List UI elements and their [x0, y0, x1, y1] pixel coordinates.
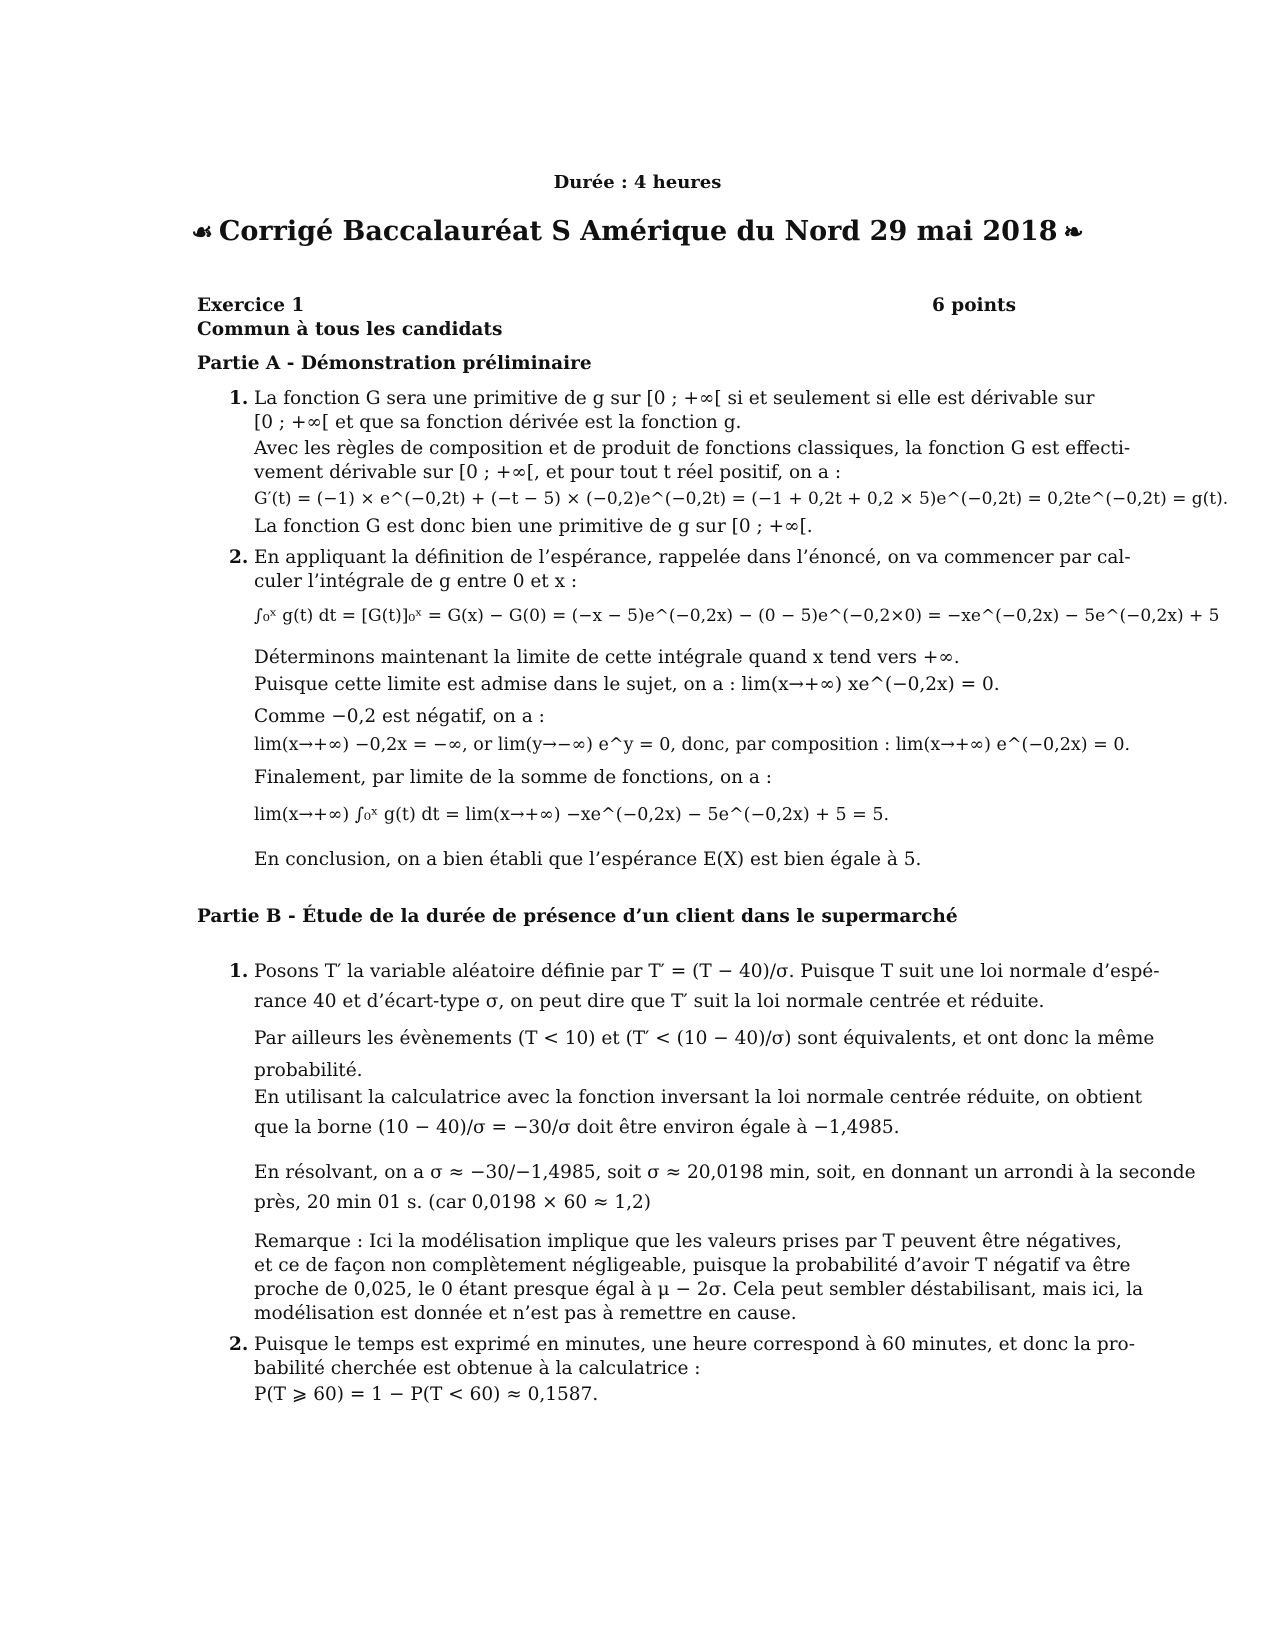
paragraph-line: Finalement, par limite de la somme de fonctions, on a : — [254, 767, 773, 788]
page-title — [0, 216, 1275, 247]
paragraph-line: Posons T′ la variable aléatoire définie par T′ = (T − 40)/σ. Puisque T suit une loi normale d’espé- — [254, 961, 1160, 982]
probability-formula: P(T ⩾ 60) = 1 − P(T < 60) ≈ 0,1587. — [254, 1384, 599, 1405]
paragraph-line: Avec les règles de composition et de produit de fonctions classiques, la fonction G est effecti- — [254, 438, 1131, 459]
ornament-right-icon: ❧ — [1063, 217, 1084, 246]
remark-line: proche de 0,025, le 0 étant presque égal à μ − 2σ. Cela peut sembler déstabilisant, mais ici, la — [254, 1279, 1144, 1300]
paragraph-line: culer l’intégrale de g entre 0 et x : — [254, 571, 578, 592]
paragraph-line: probabilité. — [254, 1060, 363, 1081]
part-a-title: Partie A - Démonstration préliminaire — [197, 353, 592, 374]
paragraph-line: La fonction G est donc bien une primitive de g sur [0 ; +∞[. — [254, 516, 813, 537]
question-number: 2. — [229, 1334, 249, 1355]
paragraph-line: rance 40 et d’écart-type σ, on peut dire que T′ suit la loi normale centrée et réduite. — [254, 991, 1045, 1012]
paragraph-line: Déterminons maintenant la limite de cette intégrale quand x tend vers +∞. — [254, 647, 960, 668]
question-number: 1. — [229, 961, 249, 982]
paragraph-line: En appliquant la définition de l’espérance, rappelée dans l’énoncé, on va commencer par cal- — [254, 547, 1131, 568]
limit-formula: lim(x→+∞) −0,2x = −∞, or lim(y→−∞) e^y = 0, donc, par composition : lim(x→+∞) e^(−0,2x) = 0. — [254, 735, 1131, 755]
remark-line: et ce de façon non complètement négligeable, puisque la probabilité d’avoir T négatif va être — [254, 1255, 1131, 1276]
exercise-audience: Commun à tous les candidats — [197, 319, 503, 340]
exercise-name: Exercice 1 — [197, 295, 305, 316]
integral-formula: ∫₀ˣ g(t) dt = [G(t)]₀ˣ = G(x) − G(0) = (−x − 5)e^(−0,2x) − (0 − 5)e^(−0,2×0) = −xe^(−0,2x) − 5e^(−0,2x) + 5 — [254, 606, 1220, 626]
limit-integral-formula: lim(x→+∞) ∫₀ˣ g(t) dt = lim(x→+∞) −xe^(−0,2x) − 5e^(−0,2x) + 5 = 5. — [254, 805, 890, 825]
exam-duration: Durée : 4 heures — [553, 172, 722, 193]
paragraph-line: Par ailleurs les évènements (T < 10) et (T′ < (10 − 40)/σ) sont équivalents, et ont donc la même — [254, 1028, 1155, 1049]
exercise-points: 6 points — [931, 295, 1016, 316]
ornament-left-icon: ☙ — [191, 217, 213, 246]
paragraph-line: En résolvant, on a σ ≈ −30/−1,4985, soit σ ≈ 20,0198 min, soit, en donnant un arrondi à la seconde — [254, 1162, 1196, 1183]
part-b-title: Partie B - Étude de la durée de présence d’un client dans le supermarché — [197, 906, 958, 927]
remark-line: Remarque : Ici la modélisation implique que les valeurs prises par T peuvent être négatives, — [254, 1231, 1122, 1252]
paragraph-line: Puisque cette limite est admise dans le sujet, on a : lim(x→+∞) xe^(−0,2x) = 0. — [254, 674, 1000, 695]
paragraph-line: vement dérivable sur [0 ; +∞[, et pour tout t réel positif, on a : — [254, 462, 842, 483]
paragraph-line: La fonction G sera une primitive de g sur [0 ; +∞[ si et seulement si elle est dérivable sur — [254, 388, 1095, 409]
paragraph-line: En utilisant la calculatrice avec la fonction inversant la loi normale centrée réduite, on obtient — [254, 1087, 1143, 1108]
title-text: Corrigé Baccalauréat S Amérique du Nord 29 mai 2018 — [218, 216, 1058, 247]
paragraph-line: Puisque le temps est exprimé en minutes, une heure correspond à 60 minutes, et donc la pro- — [254, 1334, 1135, 1355]
paragraph-line: En conclusion, on a bien établi que l’espérance E(X) est bien égale à 5. — [254, 849, 922, 870]
question-number: 2. — [229, 547, 249, 568]
remark-line: modélisation est donnée et n’est pas à remettre en cause. — [254, 1303, 797, 1324]
paragraph-line: babilité cherchée est obtenue à la calculatrice : — [254, 1358, 701, 1379]
paragraph-line: Comme −0,2 est négatif, on a : — [254, 706, 545, 727]
paragraph-line: que la borne (10 − 40)/σ = −30/σ doit être environ égale à −1,4985. — [254, 1117, 900, 1138]
paragraph-line: [0 ; +∞[ et que sa fonction dérivée est la fonction g. — [254, 412, 742, 433]
derivative-formula: G′(t) = (−1) × e^(−0,2t) + (−t − 5) × (−0,2)e^(−0,2t) = (−1 + 0,2t + 0,2 × 5)e^(−0,2t) = 0,2te^(−0,2t) = g(t). — [254, 489, 1229, 509]
paragraph-line: près, 20 min 01 s. (car 0,0198 × 60 ≈ 1,2) — [254, 1192, 652, 1213]
question-number: 1. — [229, 388, 249, 409]
